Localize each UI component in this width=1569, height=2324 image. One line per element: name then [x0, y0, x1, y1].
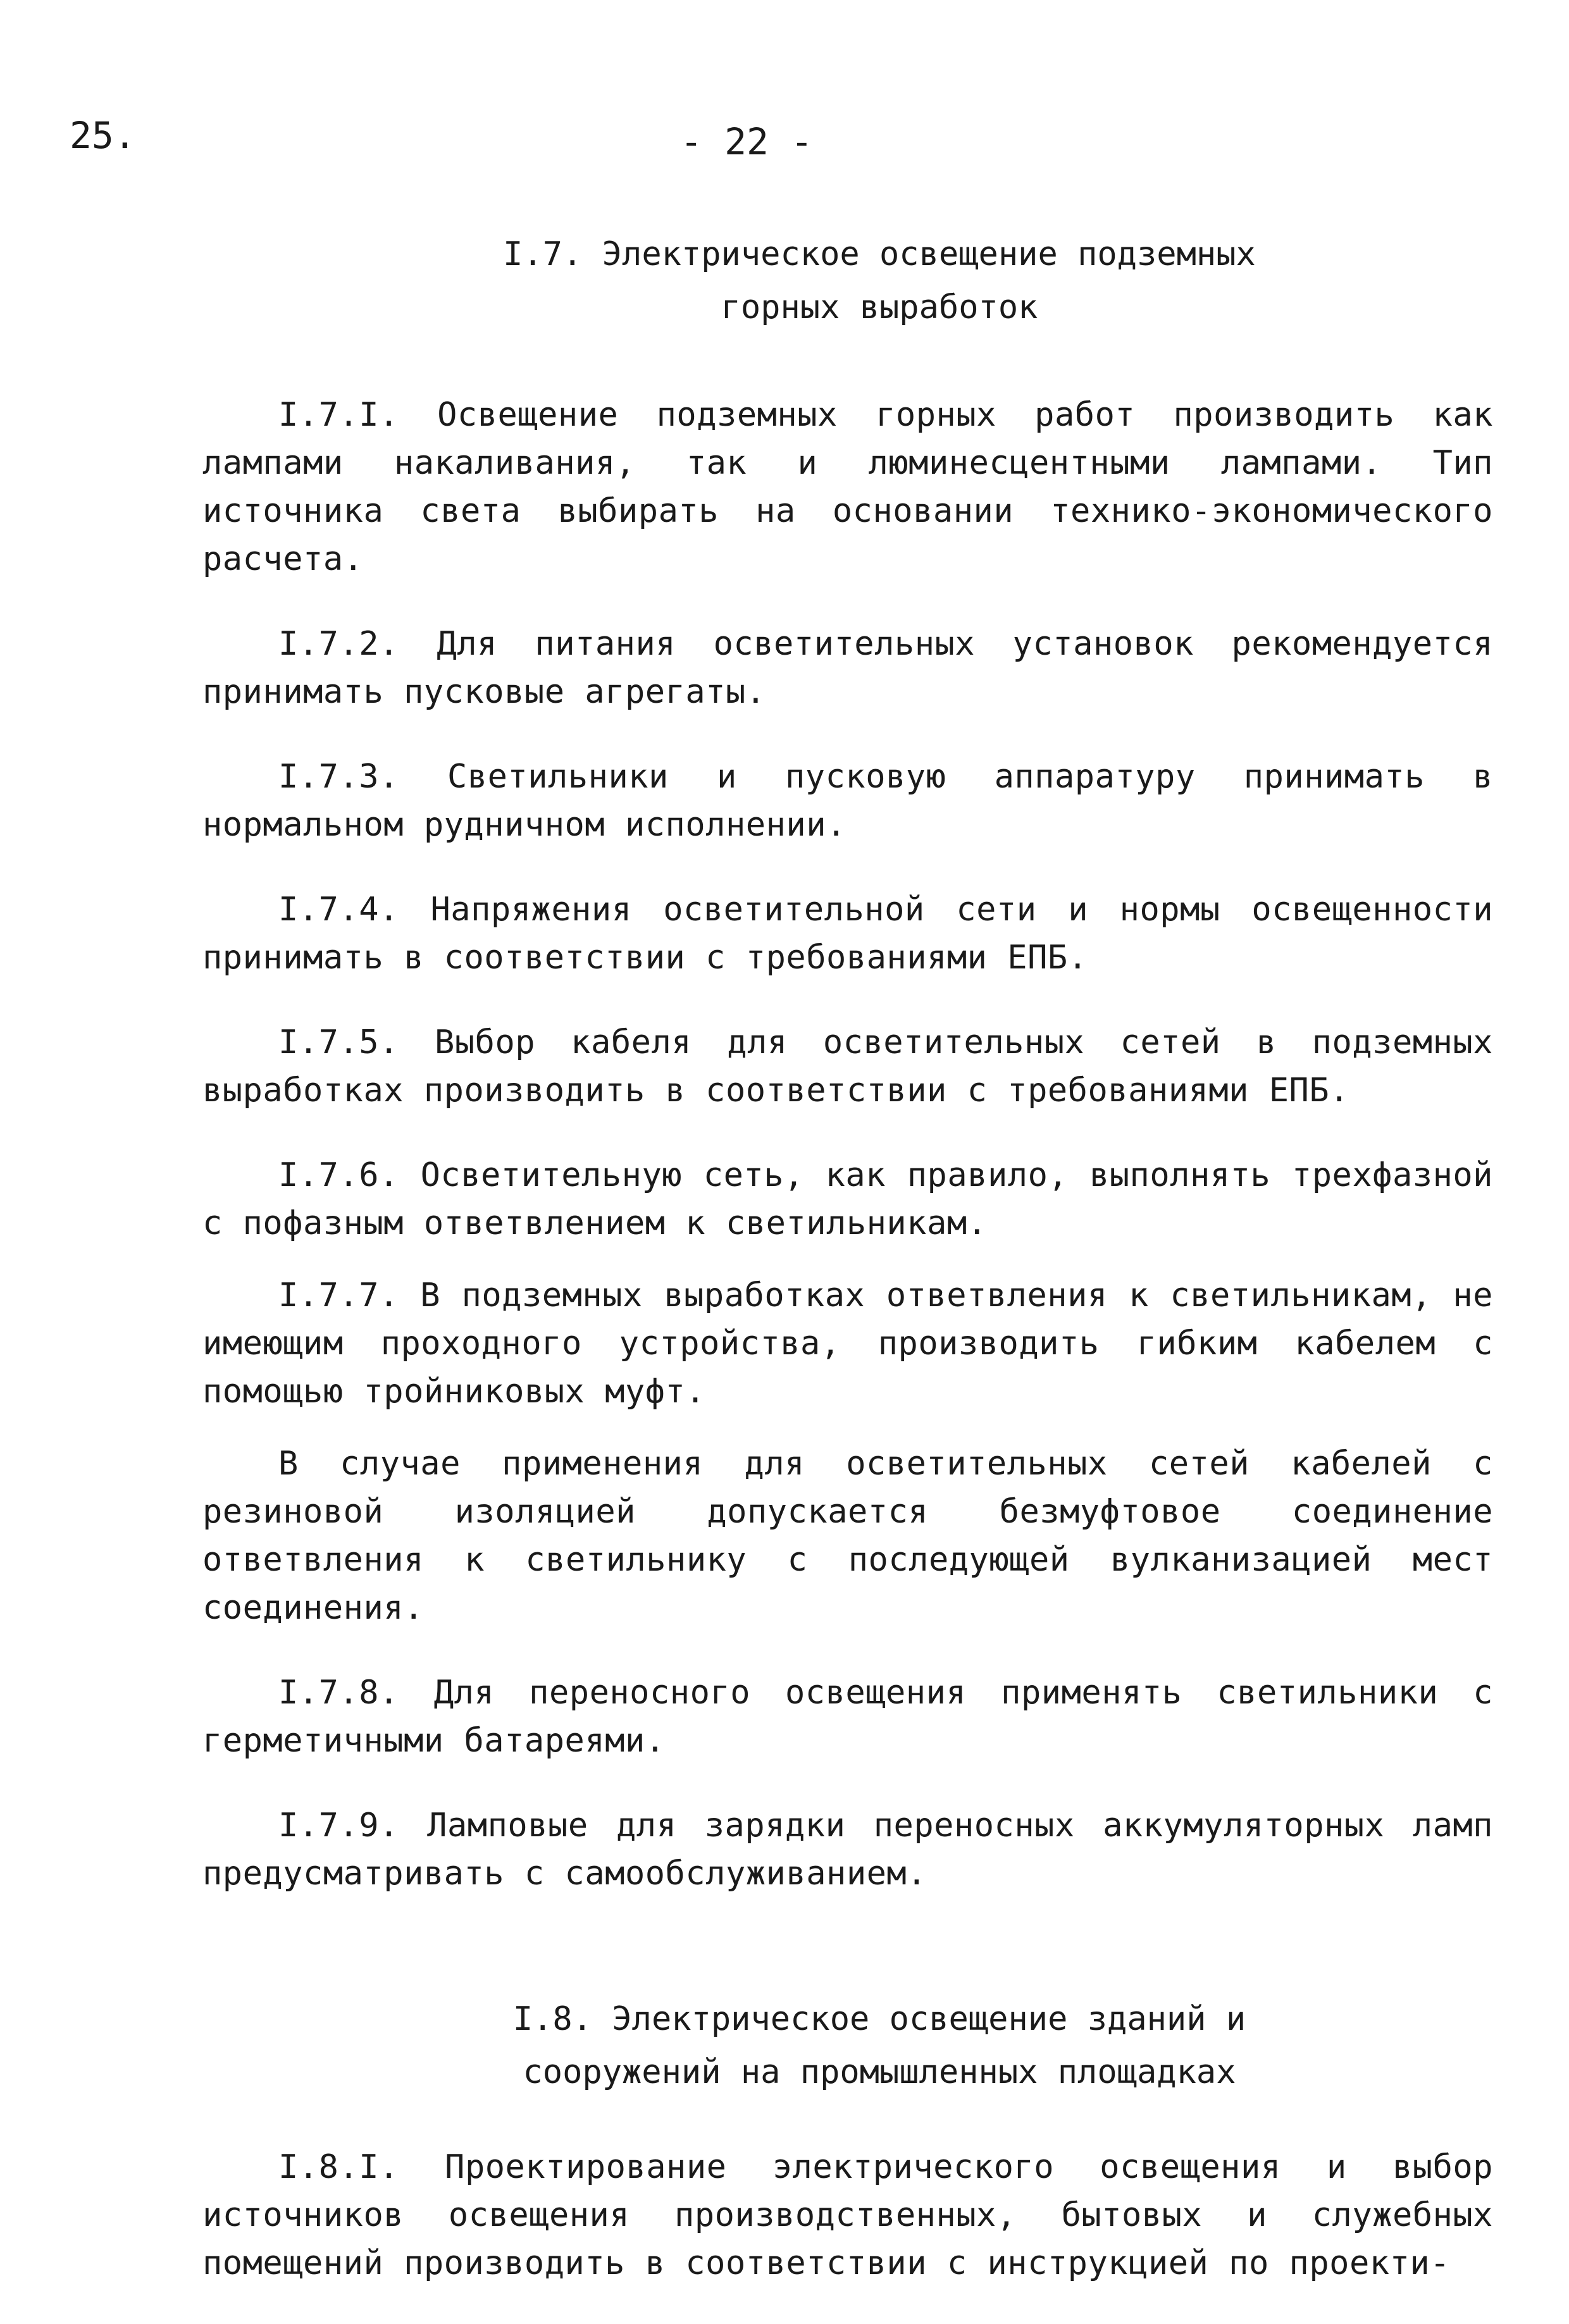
page-number-center: - 22 -	[680, 120, 813, 163]
paragraph-1-7-3: I.7.3. Светильники и пусковую аппаратуру принимать в нормальном рудничном исполнении.	[202, 758, 1493, 844]
section-heading-1-7	[202, 228, 1493, 334]
page-number-left: 25.	[70, 114, 136, 157]
paragraph-1-7-7-cont: В случае применения для осветительных сетей кабелей с резиновой изоляцией допускается безмуфтовое соединение ответвления к светильнику с последующей вулканизацией мест соединения.	[202, 1445, 1493, 1627]
paragraph-1-7-4: I.7.4. Напряжения осветительной сети и нормы освещенности принимать в соответствии с требованиями ЕПБ.	[202, 891, 1493, 977]
paragraph-1-7-5: I.7.5. Выбор кабеля для осветительных сетей в подземных выработках производить в соответствии с требованиями ЕПБ.	[202, 1023, 1493, 1109]
section-heading-1-7-line1: I.7. Электрическое освещение подземных	[503, 235, 1256, 273]
paragraph-1-7-6: I.7.6. Осветительную сеть, как правило, выполнять трехфазной с пофазным ответвлением к светильникам.	[202, 1156, 1493, 1242]
document-body	[202, 228, 1493, 2324]
section-heading-1-8-line2: сооружений на промышленных площадках	[523, 2053, 1236, 2091]
paragraph-1-8-1: I.8.I. Проектирование электрического освещения и выбор источников освещения производственных, бытовых и служебных помещений производить в соответствии с инструкцией по проекти-	[202, 2148, 1493, 2282]
paragraph-1-7-7: I.7.7. В подземных выработках ответвления к светильникам, не имеющим проходного устройства, производить гибким кабелем с помощью тройниковых муфт.	[202, 1276, 1493, 1411]
section-heading-1-8	[202, 1993, 1493, 2099]
paragraph-1-7-2: I.7.2. Для питания осветительных установок рекомендуется принимать пусковые агрегаты.	[202, 625, 1493, 711]
section-heading-1-7-line2: горных выработок	[721, 288, 1038, 326]
paragraph-1-7-1: I.7.I. Освещение подземных горных работ производить как лампами накаливания, так и люминесцентными лампами. Тип источника света выбирать на основании технико-экономического расчета.	[202, 396, 1493, 578]
paragraph-1-7-8: I.7.8. Для переносного освещения применять светильники с герметичными батареями.	[202, 1674, 1493, 1760]
paragraph-1-7-9: I.7.9. Ламповые для зарядки переносных аккумуляторных ламп предусматривать с самообслуживанием.	[202, 1807, 1493, 1893]
section-heading-1-8-line1: I.8. Электрическое освещение зданий и	[512, 2000, 1246, 2038]
